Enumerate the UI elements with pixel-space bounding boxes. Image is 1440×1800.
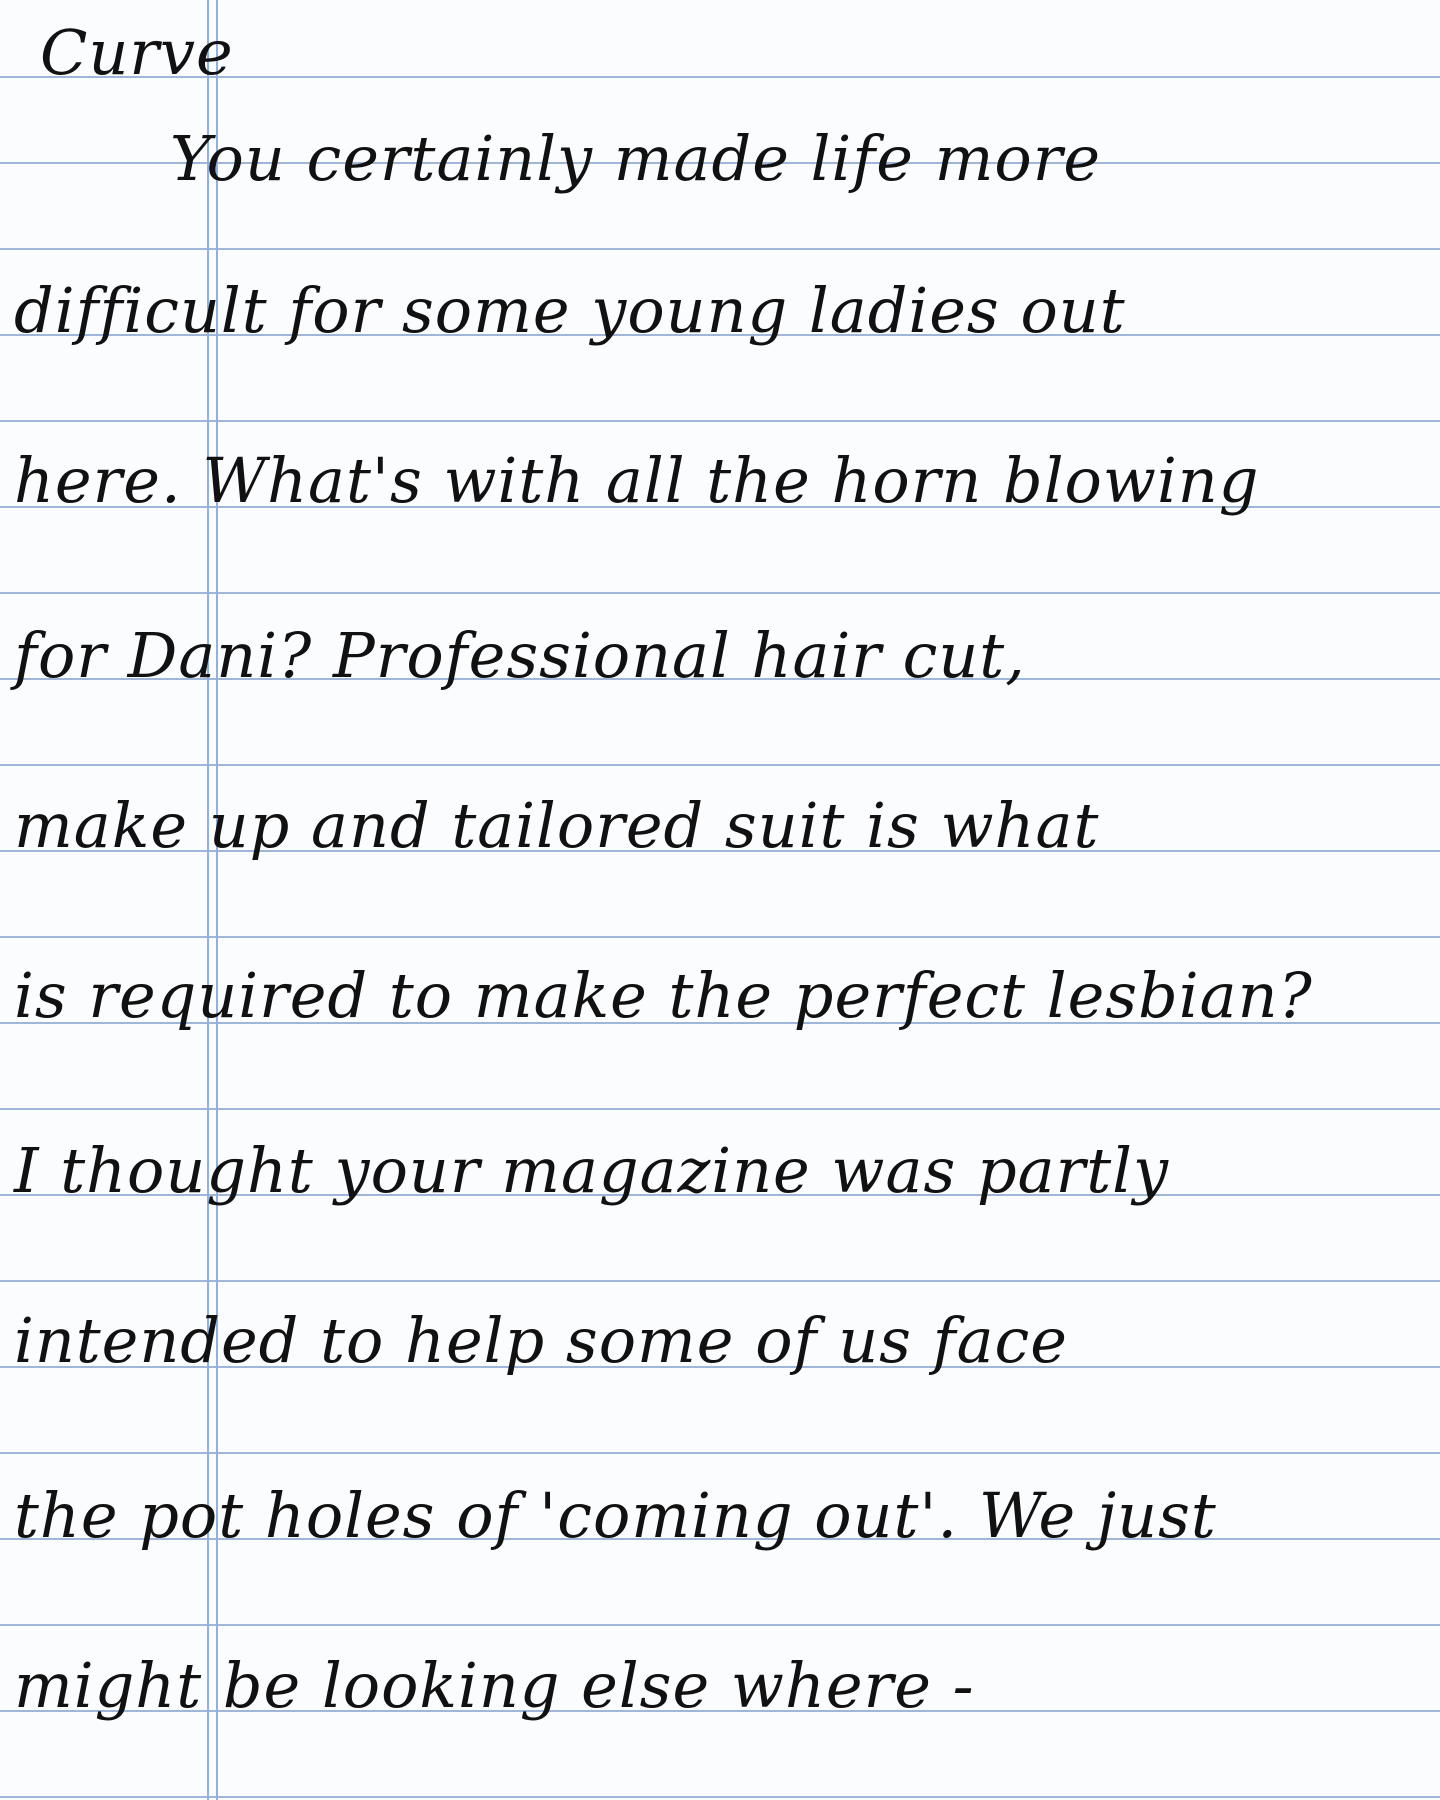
letter-line-5: make up and tailored suit is what <box>14 789 1100 862</box>
letter-line-4: for Dani? Professional hair cut, <box>14 619 1026 692</box>
letter-line-7: I thought your magazine was partly <box>14 1134 1170 1207</box>
letter-line-10: might be looking else where - <box>14 1649 975 1722</box>
letter-line-6: is required to make the perfect lesbian? <box>14 959 1313 1032</box>
letter-line-1: You certainly made life more <box>170 122 1102 195</box>
letter-line-2: difficult for some young ladies out <box>14 274 1126 347</box>
letter-line-3: here. What's with all the horn blowing <box>14 444 1260 517</box>
letter-line-9: the pot holes of 'coming out'. We just <box>14 1479 1217 1552</box>
salutation: Curve <box>40 16 234 89</box>
letter-line-8: intended to help some of us face <box>14 1304 1068 1377</box>
